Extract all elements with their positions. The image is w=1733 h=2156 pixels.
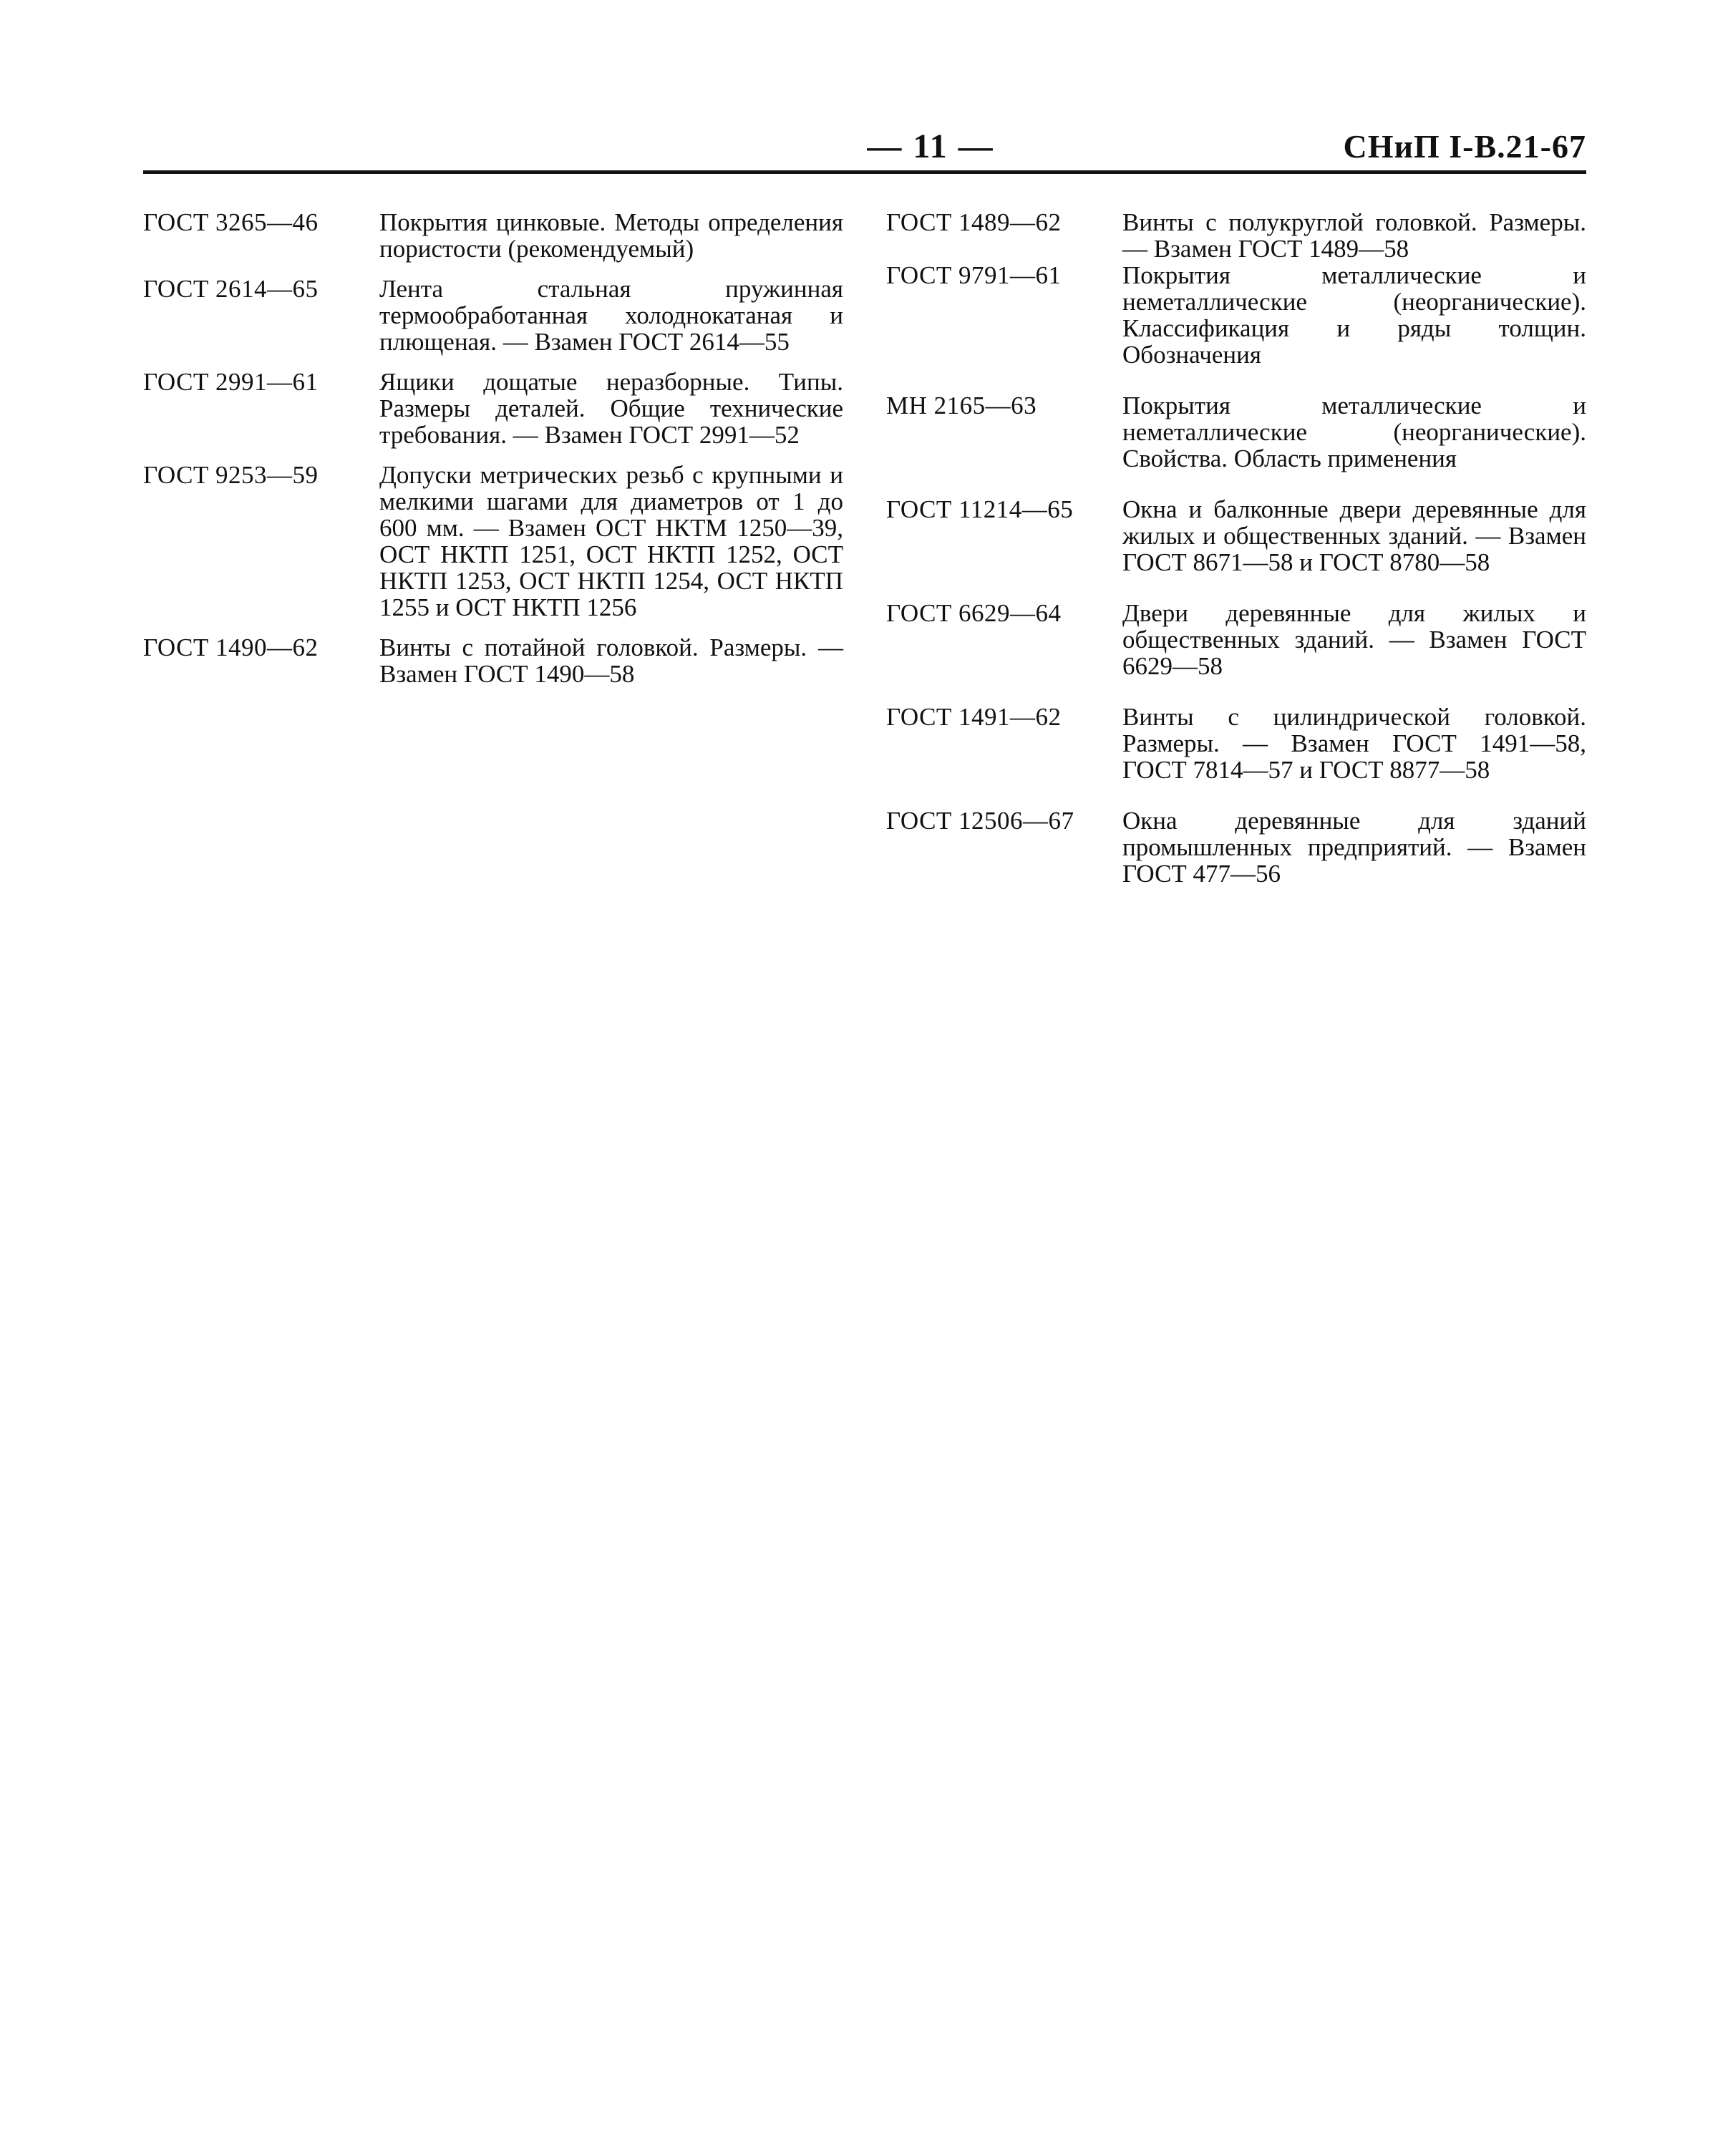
page-header xyxy=(143,122,1586,172)
standard-code: ГОСТ 11214—65 xyxy=(886,495,1074,523)
standard-code: ГОСТ 3265—46 xyxy=(143,208,319,236)
standard-description: Двери деревянные для жилых и общественных зданий. — Взамен ГОСТ 6629—58 xyxy=(1122,599,1586,680)
standard-entry xyxy=(886,392,1586,472)
standard-description: Покрытия металлические и неметаллические (неорганические). Свойства. Область применения xyxy=(1122,392,1586,472)
standard-code: ГОСТ 2991—61 xyxy=(143,368,319,396)
standard-entry xyxy=(886,807,1586,887)
standard-description: Винты с потайной головкой. Размеры. — Взамен ГОСТ 1490—58 xyxy=(379,633,843,688)
standard-entry xyxy=(886,600,1586,679)
standard-entry xyxy=(886,209,1586,262)
document-code: СНиП I-В.21-67 xyxy=(1343,128,1586,165)
standard-entry xyxy=(143,369,843,448)
standard-description: Винты с полукруглой головкой. Размеры. — Взамен ГОСТ 1489—58 xyxy=(1122,208,1586,263)
standard-entry xyxy=(143,209,843,262)
standard-description: Допуски метрических резьб с крупными и мелкими шагами для диаметров от 1 до 600 мм. — Взамен ОСТ НКТМ 1250—39, ОСТ НКТП 1251, ОСТ НКТП 1252, ОСТ НКТП 1253, ОСТ НКТП 1254, ОСТ НКТП 1255 и ОСТ НКТП 1256 xyxy=(379,461,843,621)
standard-code: ГОСТ 9253—59 xyxy=(143,461,319,489)
standard-description: Покрытия металлические и неметаллические (неорганические). Классификация и ряды толщин. Обозначения xyxy=(1122,261,1586,369)
standard-entry xyxy=(143,634,843,687)
standard-entry xyxy=(886,262,1586,368)
standard-description: Винты с цилиндрической головкой. Размеры. — Взамен ГОСТ 1491—58, ГОСТ 7814—57 и ГОСТ 8877—58 xyxy=(1122,703,1586,784)
page-number: — 11 — xyxy=(867,127,994,165)
standard-code: ГОСТ 1491—62 xyxy=(886,703,1062,731)
standard-code: ГОСТ 9791—61 xyxy=(886,261,1062,289)
standard-code: ГОСТ 2614—65 xyxy=(143,275,319,303)
header-rule xyxy=(143,170,1586,174)
standard-description: Лента стальная пружинная термообработанная холоднокатаная и плющеная. — Взамен ГОСТ 2614—55 xyxy=(379,275,843,356)
standard-entry xyxy=(886,496,1586,576)
standard-description: Окна и балконные двери деревянные для жилых и общественных зданий. — Взамен ГОСТ 8671—58 и ГОСТ 8780—58 xyxy=(1122,495,1586,576)
standards-list-left xyxy=(143,209,843,687)
standard-code: ГОСТ 1490—62 xyxy=(143,633,319,661)
standard-entry xyxy=(886,704,1586,783)
standard-code: ГОСТ 1489—62 xyxy=(886,208,1062,236)
standard-entry xyxy=(143,276,843,355)
standard-description: Ящики дощатые неразборные. Типы. Размеры деталей. Общие технические требования. — Взамен ГОСТ 2991—52 xyxy=(379,368,843,449)
standard-code: ГОСТ 6629—64 xyxy=(886,599,1062,627)
standards-list-right xyxy=(886,209,1586,887)
standard-description: Окна деревянные для зданий промышленных предприятий. — Взамен ГОСТ 477—56 xyxy=(1122,807,1586,888)
standard-code: ГОСТ 12506—67 xyxy=(886,807,1074,835)
standard-code: МН 2165—63 xyxy=(886,392,1037,419)
standard-entry xyxy=(143,462,843,621)
standard-description: Покрытия цинковые. Методы определения пористости (рекомендуемый) xyxy=(379,208,843,263)
